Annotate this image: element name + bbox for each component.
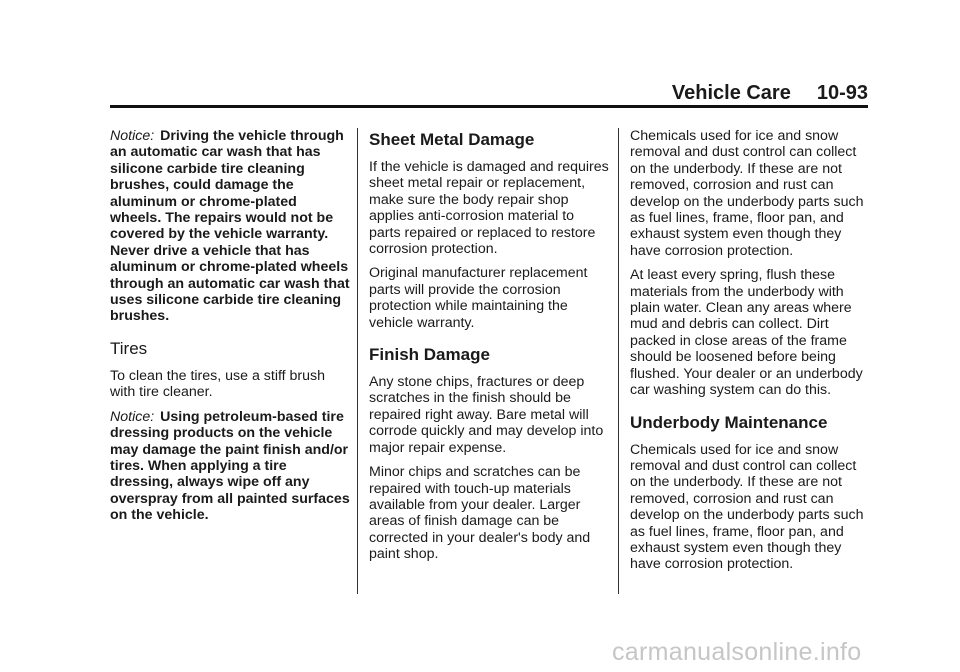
heading-sheet-metal-damage: Sheet Metal Damage: [369, 130, 535, 149]
notice-label: Notice:: [110, 408, 155, 425]
notice-text: Using petroleum-based tire dressing products on the vehicle may damage the paint finish and/or tires. When applying a tire dressing, always wipe off any overspray from all painted surfaces on the vehicle.: [110, 408, 350, 524]
page-header: [110, 82, 868, 104]
heading-tires: Tires: [110, 338, 148, 358]
column-middle: [369, 130, 609, 571]
heading-underbody-maintenance: Underbody Maintenance: [630, 412, 828, 432]
paragraph: Any stone chips, fractures or deep scratches in the finish should be repaired right away. Bare metal will corrode quickly and may develop into major repair expense.: [369, 374, 604, 456]
notice-wheels: [110, 128, 350, 325]
notice-label: Notice:: [110, 128, 155, 144]
column-left: [110, 128, 350, 532]
column-divider-left: [357, 128, 358, 594]
paragraph: Chemicals used for ice and snow removal and dust control can collect on the underbody. If these are not removed, corrosion and rust can develop on the underbody parts such as fuel lines, frame, floor pan, and exhaust system even though they have corrosion protection.: [630, 128, 864, 259]
header-rule: [110, 105, 868, 108]
paragraph: Chemicals used for ice and snow removal and dust control can collect on the underbody. If these are not removed, corrosion and rust can develop on the underbody parts such as fuel lines, frame, floor pan, and exhaust system even though they have corrosion protection.: [630, 441, 864, 573]
watermark: carmanualsonline.info: [612, 638, 862, 666]
column-right: [630, 128, 870, 581]
notice-text: Driving the vehicle through an automatic car wash that has silicone carbide tire cleaning brushes, could damage the aluminum or chrome-plated wheels. The repairs would not be covered by the vehicle warranty. Never drive a vehicle that has aluminum or chrome-plated wheels through an automatic car wash that uses silicone carbide tire cleaning brushes.: [110, 128, 350, 325]
column-divider-right: [618, 128, 619, 594]
page-number: 10-93: [816, 82, 868, 104]
paragraph: Original manufacturer replacement parts will provide the corrosion protection while maintaining the vehicle warranty.: [369, 265, 588, 331]
paragraph: At least every spring, flush these materials from the underbody with plain water. Clean any areas where mud and debris can collect. Dirt packed in close areas of the frame should be loosened before being flushed. Your dealer or an underbody car washing system can do this.: [630, 267, 863, 399]
paragraph: If the vehicle is damaged and requires sheet metal repair or replacement, make sure the body repair shop applies anti-corrosion material to parts repaired or replaced to restore corrosion protection.: [369, 159, 609, 258]
heading-finish-damage: Finish Damage: [369, 345, 490, 365]
section-title: Vehicle Care: [671, 82, 791, 104]
notice-tire-dressing: [110, 409, 350, 524]
paragraph-tires: To clean the tires, use a stiff brush with tire cleaner.: [110, 367, 326, 401]
paragraph: Minor chips and scratches can be repaired with touch-up materials available from your dealer. Larger areas of finish damage can be corrected in your dealer's body and paint shop.: [369, 464, 591, 563]
